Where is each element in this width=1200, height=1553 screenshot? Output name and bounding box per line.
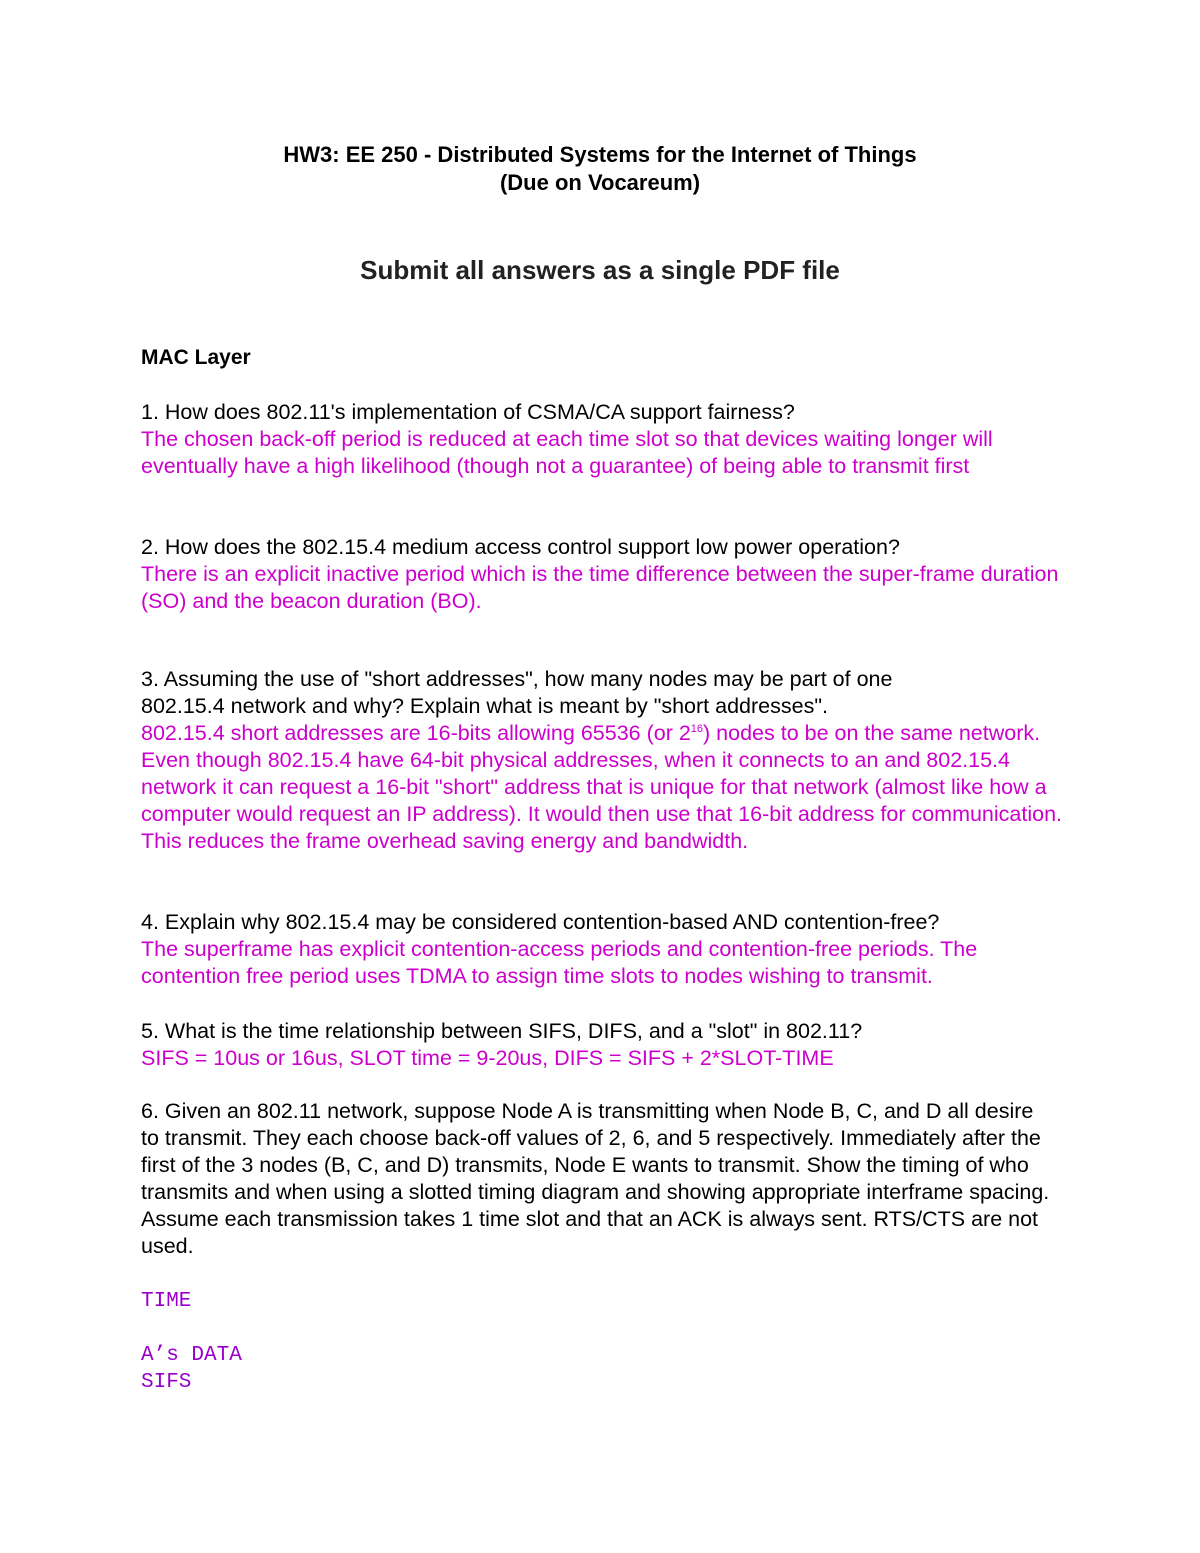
title-line-1: HW3: EE 250 - Distributed Systems for the Internet of Things (283, 142, 917, 167)
question-6: 6. Given an 802.11 network, suppose Node A is transmitting when Node B, C, and D all desire to transmit. They each choose back-off values of 2, 6, and 5 respectively. Immediately after the first of the 3 nodes (B, C, and D) transmits, Node E wants to transmit. Show the timing of who transmits and when using a slotted timing diagram and showing appropriate interframe spacing. Assume each transmission takes 1 time slot and that an ACK is always sent. RTS/CTS are not used. (141, 1099, 1050, 1258)
timing-row-a-data: A’s DATA (141, 1344, 242, 1367)
question-block-4 (141, 909, 1066, 990)
answer-5: SIFS = 10us or 16us, SLOT time = 9-20us, DIFS = SIFS + 2*SLOT-TIME (141, 1046, 834, 1070)
question-block-3 (141, 666, 1066, 855)
question-4: 4. Explain why 802.15.4 may be considered contention-based AND contention-free? (141, 910, 940, 934)
submission-instruction: Submit all answers as a single PDF file (360, 255, 840, 285)
answer-3-exponent: 16 (690, 722, 704, 735)
question-3: 3. Assuming the use of "short addresses", how many nodes may be part of one 802.15.4 network and why? Explain what is meant by "short addresses". (141, 667, 893, 718)
document-title (0, 141, 1200, 197)
answer-1: The chosen back-off period is reduced at each time slot so that devices waiting longer will eventually have a high likelihood (though not a guarantee) of being able to transmit first (141, 427, 993, 478)
question-5: 5. What is the time relationship between SIFS, DIFS, and a "slot" in 802.11? (141, 1019, 863, 1043)
title-line-2: (Due on Vocareum) (499, 170, 701, 195)
question-block-5 (141, 1018, 1066, 1072)
question-block-6 (141, 1098, 1051, 1260)
question-2: 2. How does the 802.15.4 medium access control support low power operation? (141, 535, 900, 559)
answer-2: There is an explicit inactive period which is the time difference between the super-frame duration (SO) and the beacon duration (BO). (141, 562, 1059, 613)
timing-time-label: TIME (141, 1290, 192, 1313)
answer-3-part-1: 802.15.4 short addresses are 16-bits allowing 65536 (or 2 (141, 721, 691, 745)
question-block-2 (141, 534, 1066, 615)
section-heading: MAC Layer (141, 346, 251, 369)
answer-3 (141, 720, 1066, 855)
answer-4: The superframe has explicit contention-access periods and contention-free periods. The contention free period uses TDMA to assign time slots to nodes wishing to transmit. (141, 937, 978, 988)
timing-row-sifs: SIFS (141, 1371, 192, 1394)
question-block-1 (141, 399, 1066, 480)
question-1: 1. How does 802.11's implementation of CSMA/CA support fairness? (141, 400, 795, 424)
answer-3-part-2: ) nodes to be on the same network. Even though 802.15.4 have 64-bit physical addresses, when it connects to an and 802.15.4 network it can request a 16-bit "short" address that is unique for that network (almost like how a computer would request an IP address). It would then use that 16-bit address for communication. This reduces the frame overhead saving energy and bandwidth. (141, 721, 1063, 853)
